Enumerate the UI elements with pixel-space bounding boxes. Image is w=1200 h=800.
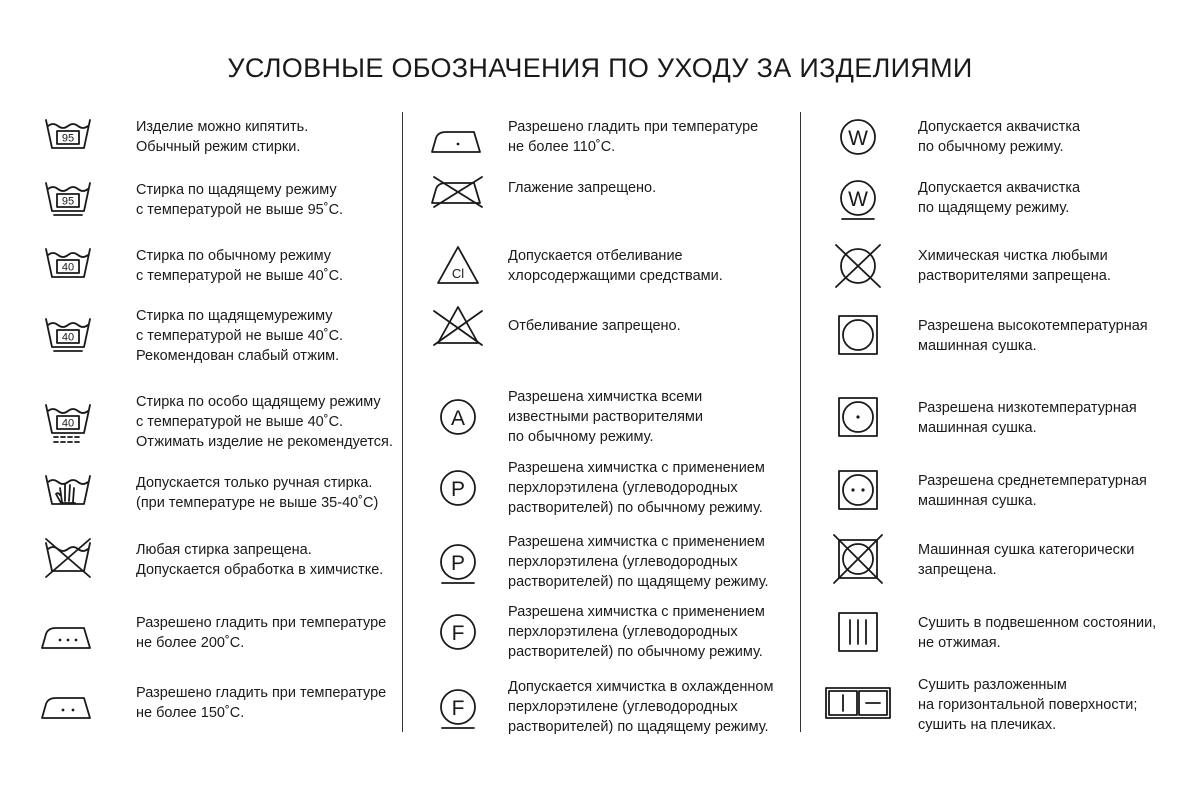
description-line: машинная сушка.: [918, 338, 1037, 354]
svg-text:40: 40: [61, 331, 75, 344]
care-symbol-description: [918, 613, 1156, 653]
description-line: растворителями запрещена.: [918, 268, 1111, 284]
hand-wash-icon: [38, 468, 98, 518]
description-line: Допускается обработка в химчистке.: [136, 562, 384, 578]
care-symbol-description: [918, 178, 1080, 218]
wash-95-gentle-icon: [38, 175, 98, 225]
care-symbol-description: [918, 398, 1137, 438]
description-line: Любая стирка запрещена.: [136, 542, 312, 558]
description-line: Отбеливание запрещено.: [508, 318, 681, 334]
column-divider-1: [402, 112, 403, 732]
tumble-dry-medium-icon: [828, 466, 888, 516]
description-line: Стирка по щадящемурежиму: [136, 308, 333, 324]
description-line: Разрешено гладить при температуре: [136, 615, 387, 631]
description-line: Глажение запрещено.: [508, 180, 657, 196]
iron-three-dots-icon: [38, 608, 98, 658]
description-line: Обычный режим стирки.: [136, 139, 301, 155]
svg-text:F: F: [451, 697, 465, 720]
care-symbol-description: [136, 306, 343, 366]
description-line: Допускается аквачистка: [918, 180, 1081, 196]
wash-40-icon: [38, 241, 98, 291]
svg-text:95: 95: [61, 195, 75, 208]
care-symbol-description: [136, 683, 386, 723]
svg-text:A: A: [450, 407, 466, 430]
wet-clean-icon: [828, 112, 888, 162]
description-line: машинная сушка.: [918, 420, 1037, 436]
svg-text:W: W: [848, 127, 868, 150]
care-symbol-description: [508, 387, 703, 447]
description-line: Разрешена химчистка с применением: [508, 534, 765, 550]
description-line: перхлорэтилена (углеводородных: [508, 554, 738, 570]
description-line: Допускается химчистка в охлажденном: [508, 679, 774, 695]
description-line: не отжимая.: [918, 635, 1001, 651]
description-line: перхлорэтилена (углеводородных: [508, 624, 738, 640]
description-line: Разрешено гладить при температуре: [136, 685, 387, 701]
care-symbol-description: [508, 246, 723, 286]
page-title: УСЛОВНЫЕ ОБОЗНАЧЕНИЯ ПО УХОДУ ЗА ИЗДЕЛИЯМИ: [227, 53, 973, 83]
dry-clean-p-icon: [428, 463, 488, 513]
care-symbol-description: [508, 677, 773, 737]
care-symbol-description: [918, 675, 1137, 735]
description-line: Химическая чистка любыми: [918, 248, 1108, 264]
description-line: не более 150˚С.: [136, 705, 245, 721]
description-line: Стирка по щадящему режиму: [136, 182, 337, 198]
description-line: сушить на плечиках.: [918, 717, 1057, 733]
no-tumble-dry-icon: [828, 535, 888, 585]
drip-dry-icon: [828, 608, 888, 658]
care-symbol-description: [136, 117, 308, 157]
description-line: Разрешена химчистка с применением: [508, 604, 765, 620]
wet-clean-gentle-icon: [828, 173, 888, 223]
description-line: не более 110˚С.: [508, 139, 616, 155]
care-symbol-description: [918, 117, 1080, 157]
care-symbol-description: [136, 246, 343, 286]
description-line: хлорсодержащими средствами.: [508, 268, 723, 284]
iron-two-dots-icon: [38, 678, 98, 728]
care-symbol-description: [918, 471, 1147, 511]
description-line: Разрешено гладить при температуре: [508, 119, 759, 135]
description-line: запрещена.: [918, 562, 997, 578]
wash-40-gentle-icon: [38, 311, 98, 361]
svg-text:P: P: [450, 552, 466, 575]
svg-text:F: F: [451, 622, 465, 645]
tumble-dry-high-icon: [828, 311, 888, 361]
care-symbol-description: [508, 458, 765, 518]
dry-flat-icon: [828, 680, 888, 730]
description-line: растворителей) по обычному режиму.: [508, 644, 763, 660]
description-line: Сушить разложенным: [918, 677, 1067, 693]
description-line: Рекомендован слабый отжим.: [136, 348, 340, 364]
dry-clean-p-gentle-icon: [428, 537, 488, 587]
description-line: Стирка по особо щадящему режиму: [136, 394, 381, 410]
description-line: машинная сушка.: [918, 493, 1037, 509]
no-iron-icon: [428, 163, 488, 213]
description-line: Допускается отбеливание: [508, 248, 683, 264]
description-line: Сушить в подвешенном состоянии,: [918, 615, 1157, 631]
wash-95-icon: [38, 112, 98, 162]
no-bleach-icon: [428, 301, 488, 351]
description-line: Машинная сушка категорически: [918, 542, 1135, 558]
care-symbol-description: [508, 532, 769, 592]
care-symbol-description: [918, 316, 1148, 356]
svg-text:95: 95: [61, 132, 75, 145]
care-symbol-description: [508, 602, 765, 662]
care-symbol-description: [918, 540, 1134, 580]
description-line: растворителей) по щадящему режиму.: [508, 574, 769, 590]
care-symbol-description: [508, 178, 656, 198]
no-wash-icon: [38, 535, 98, 585]
dry-clean-a-icon: [428, 392, 488, 442]
care-symbol-description: [136, 613, 386, 653]
care-symbol-description: [918, 246, 1111, 286]
care-symbol-description: [136, 392, 393, 452]
description-line: Разрешена химчистка с применением: [508, 460, 765, 476]
description-line: Допускается аквачистка: [918, 119, 1081, 135]
description-line: Разрешена химчистка всеми: [508, 389, 703, 405]
description-line: по обычному режиму.: [918, 139, 1064, 155]
description-line: с температурой не выше 40˚С.: [136, 414, 344, 430]
description-line: Изделие можно кипятить.: [136, 119, 309, 135]
svg-text:40: 40: [61, 261, 75, 274]
description-line: Отжимать изделие не рекомендуется.: [136, 434, 393, 450]
description-line: с температурой не выше 95˚С.: [136, 202, 344, 218]
description-line: растворителей) по щадящему режиму.: [508, 719, 769, 735]
description-line: известными растворителями: [508, 409, 703, 425]
description-line: по щадящему режиму.: [918, 200, 1070, 216]
wash-40-very-gentle-icon: [38, 397, 98, 447]
care-symbol-description: [136, 180, 343, 220]
care-symbol-description: [508, 316, 681, 336]
description-line: с температурой не выше 40˚С.: [136, 268, 344, 284]
tumble-dry-low-icon: [828, 393, 888, 443]
column-divider-2: [800, 112, 801, 732]
care-symbol-description: [508, 117, 758, 157]
iron-one-dot-icon: [428, 112, 488, 162]
care-symbol-description: [136, 540, 383, 580]
description-line: Разрешена низкотемпературная: [918, 400, 1137, 416]
svg-text:P: P: [450, 478, 466, 501]
dry-clean-f-gentle-icon: [428, 682, 488, 732]
description-line: по обычному режиму.: [508, 429, 654, 445]
description-line: Разрешена среднетемпературная: [918, 473, 1147, 489]
bleach-chlorine-icon: [428, 241, 488, 291]
svg-text:W: W: [848, 188, 868, 211]
description-line: Стирка по обычному режиму: [136, 248, 331, 264]
description-line: на горизонтальной поверхности;: [918, 697, 1138, 713]
dry-clean-f-icon: [428, 607, 488, 657]
description-line: перхлорэтилена (углеводородных: [508, 480, 738, 496]
description-line: не более 200˚С.: [136, 635, 245, 651]
description-line: Разрешена высокотемпературная: [918, 318, 1148, 334]
description-line: перхлорэтилене (углеводородных: [508, 699, 738, 715]
description-line: Допускается только ручная стирка.: [136, 475, 373, 491]
svg-text:Cl: Cl: [451, 266, 465, 281]
description-line: растворителей) по обычному режиму.: [508, 500, 763, 516]
care-symbol-description: [136, 473, 378, 513]
no-dry-clean-icon: [828, 241, 888, 291]
svg-text:40: 40: [61, 417, 75, 430]
description-line: (при температуре не выше 35-40˚С): [136, 495, 379, 511]
description-line: с температурой не выше 40˚С.: [136, 328, 344, 344]
